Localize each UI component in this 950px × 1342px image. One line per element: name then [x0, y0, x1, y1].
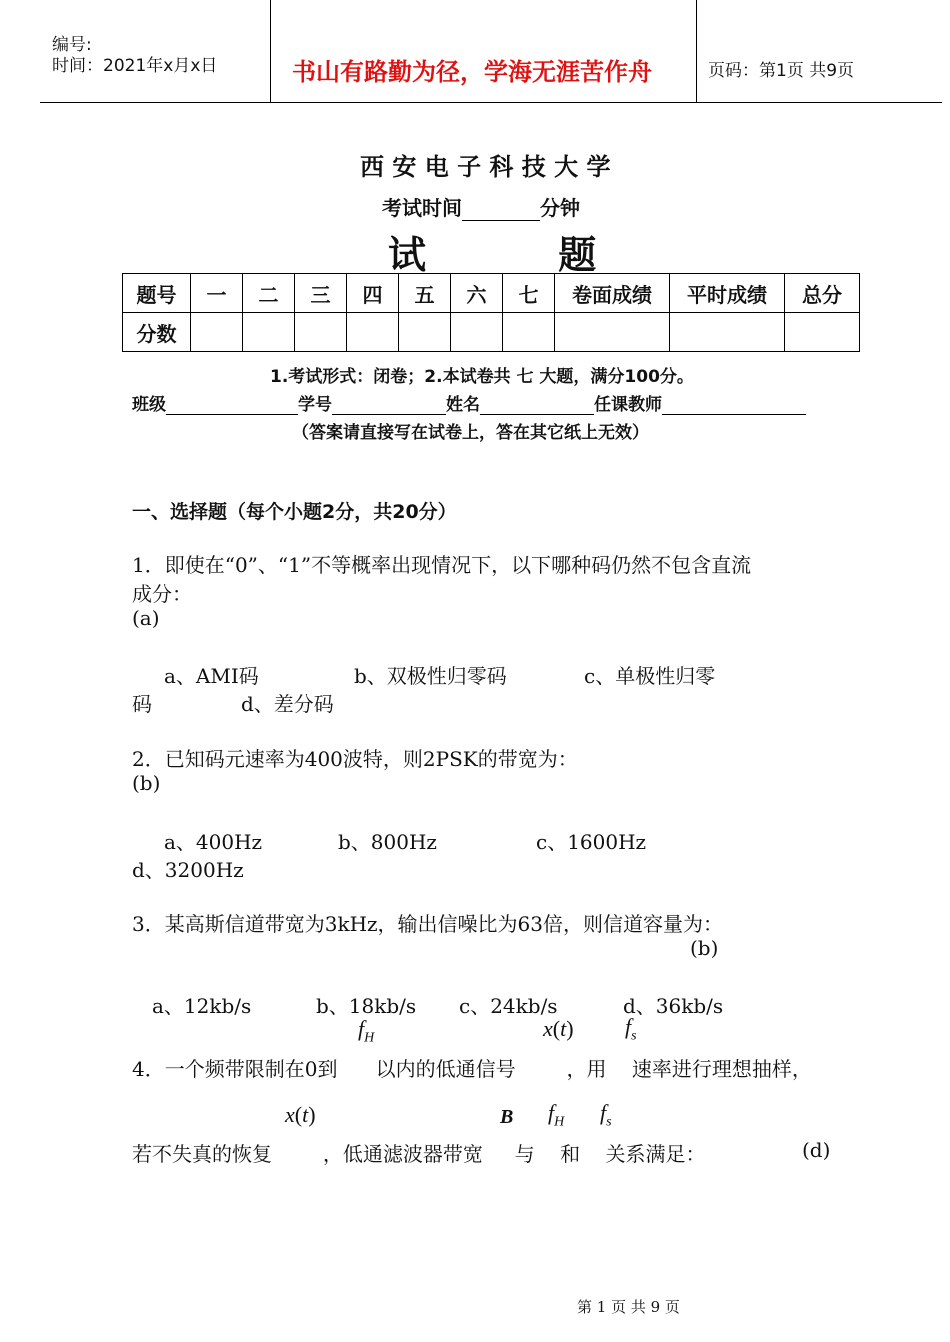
class-field[interactable] [166, 396, 298, 415]
score-input-cell[interactable] [503, 313, 555, 352]
question-4-text: 4．一个频带限制在0到 以内的低通信号 ，用 速率进行理想抽样， [132, 1057, 812, 1081]
question-3-option-b: b、18kb/s [316, 994, 417, 1018]
exam-time-prefix: 考试时间 [382, 196, 462, 220]
math-f-s-2: $f_s$ [600, 1100, 612, 1130]
university-name: 西 安 电 子 科 技 大 学 [360, 153, 611, 181]
student-info-line [132, 390, 806, 415]
motto: 书山有路勤为径，学海无涯苦作舟 [292, 58, 652, 86]
math-x-t: x(t) [543, 1016, 574, 1041]
paper-title: 试 题 [388, 233, 597, 277]
answer-instruction: （答案请直接写在试卷上，答在其它纸上无效） [292, 423, 649, 443]
question-3-text: 3．某高斯信道带宽为3kHz，输出信噪比为63倍，则信道容量为： [132, 912, 723, 936]
question-1-option-a: a、AMI码 [164, 664, 259, 688]
math-f-s: $f_s$ [625, 1014, 637, 1044]
name-label: 姓名 [446, 395, 480, 415]
header-divider-left [270, 0, 271, 103]
score-table-score-row [123, 313, 860, 352]
id-field[interactable] [332, 396, 446, 415]
table-cell: 二 [243, 274, 295, 313]
table-cell: 三 [295, 274, 347, 313]
question-1-option-d: d、差分码 [241, 692, 334, 716]
page-info: 页码：第1页 共9页 [708, 61, 855, 81]
score-input-cell[interactable] [191, 313, 243, 352]
code-label: 编号: [52, 35, 92, 55]
score-table-header-row [123, 274, 860, 313]
question-1-answer: (a) [132, 606, 160, 630]
table-cell: 五 [399, 274, 451, 313]
math-f-h-2: $f_H$ [548, 1100, 565, 1130]
header-rule [40, 102, 942, 103]
score-input-cell[interactable] [785, 313, 860, 352]
question-2-answer: (b) [132, 771, 161, 795]
question-2-option-c: c、1600Hz [536, 830, 647, 854]
exam-time [382, 192, 580, 221]
class-label: 班级 [132, 395, 166, 415]
exam-time-suffix: 分钟 [540, 196, 580, 220]
table-cell: 总分 [785, 274, 860, 313]
teacher-label: 任课教师 [594, 395, 662, 415]
question-1-text-cont: 成分： [132, 582, 192, 606]
question-3-option-a: a、12kb/s [152, 994, 252, 1018]
score-input-cell[interactable] [555, 313, 670, 352]
exam-time-blank [462, 202, 540, 221]
question-1-option-b: b、双极性归零码 [354, 664, 507, 688]
score-input-cell[interactable] [670, 313, 785, 352]
score-input-cell[interactable] [243, 313, 295, 352]
question-4-answer: (d) [802, 1138, 831, 1162]
table-cell: 平时成绩 [670, 274, 785, 313]
score-input-cell[interactable] [347, 313, 399, 352]
question-4-text-cont: 若不失真的恢复 ，低通滤波器带宽 与 和 关系满足： [132, 1142, 706, 1166]
score-input-cell[interactable] [451, 313, 503, 352]
table-cell: 六 [451, 274, 503, 313]
table-cell: 分数 [123, 313, 191, 352]
score-input-cell[interactable] [399, 313, 451, 352]
question-3-answer: (b) [690, 936, 719, 960]
header-divider-right [696, 0, 697, 103]
question-1-option-c: c、单极性归零 [584, 664, 716, 688]
table-cell: 一 [191, 274, 243, 313]
math-f-h: $f_H$ [358, 1016, 375, 1046]
question-2-option-a: a、400Hz [164, 830, 263, 854]
teacher-field[interactable] [662, 396, 806, 415]
table-cell: 卷面成绩 [555, 274, 670, 313]
question-1-option-c-cont: 码 [132, 692, 152, 716]
question-2-option-b: b、800Hz [338, 830, 437, 854]
section-heading: 一、选择题（每个小题2分，共20分） [132, 501, 457, 523]
name-field[interactable] [480, 396, 594, 415]
question-2-text: 2．已知码元速率为400波特，则2PSK的带宽为： [132, 747, 578, 771]
table-cell: 题号 [123, 274, 191, 313]
score-input-cell[interactable] [295, 313, 347, 352]
score-table [122, 273, 860, 352]
question-3-option-d: d、36kb/s [623, 994, 724, 1018]
math-x-t-2: x(t) [285, 1102, 316, 1127]
question-2-option-d: d、3200Hz [132, 858, 244, 882]
table-cell: 四 [347, 274, 399, 313]
table-cell: 七 [503, 274, 555, 313]
id-label: 学号 [298, 395, 332, 415]
exam-format-note: 1.考试形式：闭卷；2.本试卷共 七 大题，满分100分。 [270, 367, 694, 387]
question-3-option-c: c、24kb/s [459, 994, 558, 1018]
page-footer: 第 1 页 共 9 页 [577, 1298, 680, 1316]
math-bandwidth-b: B [500, 1106, 514, 1128]
time-label: 时间：2021年x月x日 [52, 56, 218, 76]
question-1-text: 1．即使在“0”、“1”不等概率出现情况下，以下哪种码仍然不包含直流 [132, 553, 752, 577]
